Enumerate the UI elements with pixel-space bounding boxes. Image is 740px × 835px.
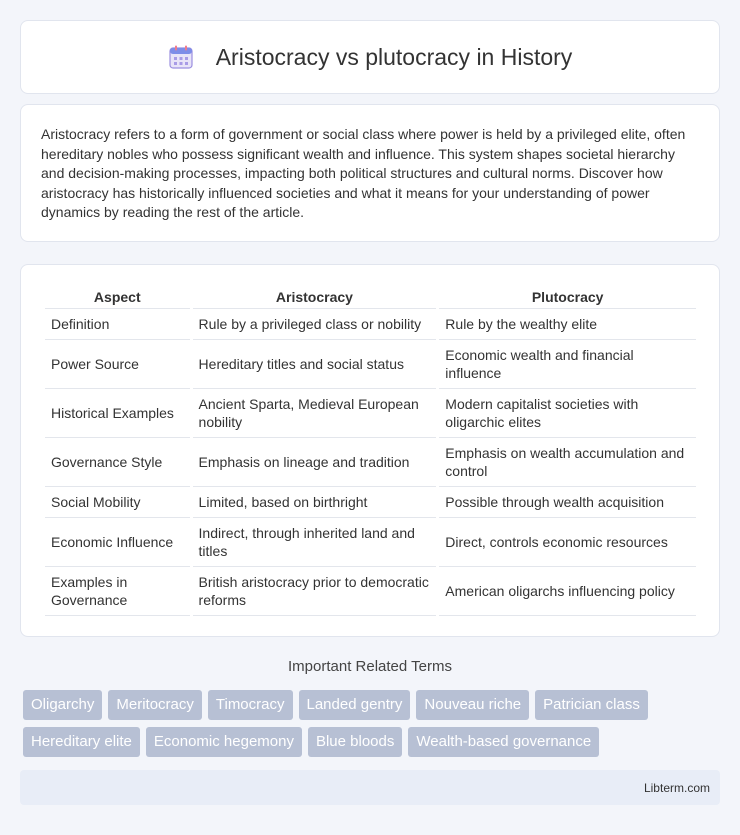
table-cell: American oligarchs influencing policy <box>439 567 696 616</box>
calendar-icon <box>168 44 194 70</box>
tag-nouveau-riche[interactable]: Nouveau riche <box>416 690 529 720</box>
intro-card <box>20 104 720 242</box>
table-cell: Hereditary titles and social status <box>193 340 437 389</box>
table-row <box>45 309 696 340</box>
table-cell: British aristocracy prior to democratic reforms <box>193 567 437 616</box>
table-row <box>45 389 696 438</box>
column-header: Aristocracy <box>193 285 437 309</box>
tag-oligarchy[interactable]: Oligarchy <box>23 690 102 720</box>
tag-meritocracy[interactable]: Meritocracy <box>108 690 202 720</box>
tag-timocracy[interactable]: Timocracy <box>208 690 293 720</box>
table-row <box>45 518 696 567</box>
table-cell: Economic Influence <box>45 518 190 567</box>
table-cell: Limited, based on birthright <box>193 487 437 518</box>
table-row <box>45 438 696 487</box>
header-card <box>20 20 720 94</box>
table-cell: Governance Style <box>45 438 190 487</box>
table-cell: Rule by the wealthy elite <box>439 309 696 340</box>
footer-site-link[interactable]: Libterm.com <box>643 780 710 795</box>
table-header-row <box>45 285 696 309</box>
column-header: Aspect <box>45 285 190 309</box>
table-cell: Economic wealth and financial influence <box>439 340 696 389</box>
tag-wealth-based-governance[interactable]: Wealth-based governance <box>408 727 599 757</box>
page-title: Aristocracy vs plutocracy in History <box>215 43 573 70</box>
table-cell: Direct, controls economic resources <box>439 518 696 567</box>
table-cell: Definition <box>45 309 190 340</box>
comparison-table-card <box>20 264 720 637</box>
table-cell: Examples in Governance <box>45 567 190 616</box>
intro-text: Aristocracy refers to a form of government or social class where power is held by a privileged elite, often hereditary nobles who possess significant wealth and influence. This system shapes societal hierarchy and decision-making processes, impacting both political structures and cultural norms. Discover how aristocracy has historically influenced societies and what it means for your understanding of power dynamics by reading the rest of the article. <box>41 126 686 221</box>
table-cell: Historical Examples <box>45 389 190 438</box>
table-cell: Emphasis on lineage and tradition <box>193 438 437 487</box>
related-terms-title: Important Related Terms <box>288 658 452 675</box>
table-cell: Indirect, through inherited land and titles <box>193 518 437 567</box>
footer <box>20 770 720 805</box>
tag-blue-bloods[interactable]: Blue bloods <box>308 727 402 757</box>
table-row <box>45 567 696 616</box>
table-cell: Emphasis on wealth accumulation and control <box>439 438 696 487</box>
tag-patrician-class[interactable]: Patrician class <box>535 690 648 720</box>
column-header: Plutocracy <box>439 285 696 309</box>
tag-hereditary-elite[interactable]: Hereditary elite <box>23 727 140 757</box>
table-cell: Modern capitalist societies with oligarchic elites <box>439 389 696 438</box>
table-row <box>45 487 696 518</box>
table-cell: Social Mobility <box>45 487 190 518</box>
table-cell: Possible through wealth acquisition <box>439 487 696 518</box>
table-cell: Rule by a privileged class or nobility <box>193 309 437 340</box>
table-row <box>45 340 696 389</box>
tag-economic-hegemony[interactable]: Economic hegemony <box>146 727 302 757</box>
table-cell: Ancient Sparta, Medieval European nobility <box>193 389 437 438</box>
tag-landed-gentry[interactable]: Landed gentry <box>299 690 411 720</box>
comparison-table <box>42 285 699 616</box>
related-terms-tags <box>23 690 703 764</box>
table-cell: Power Source <box>45 340 190 389</box>
